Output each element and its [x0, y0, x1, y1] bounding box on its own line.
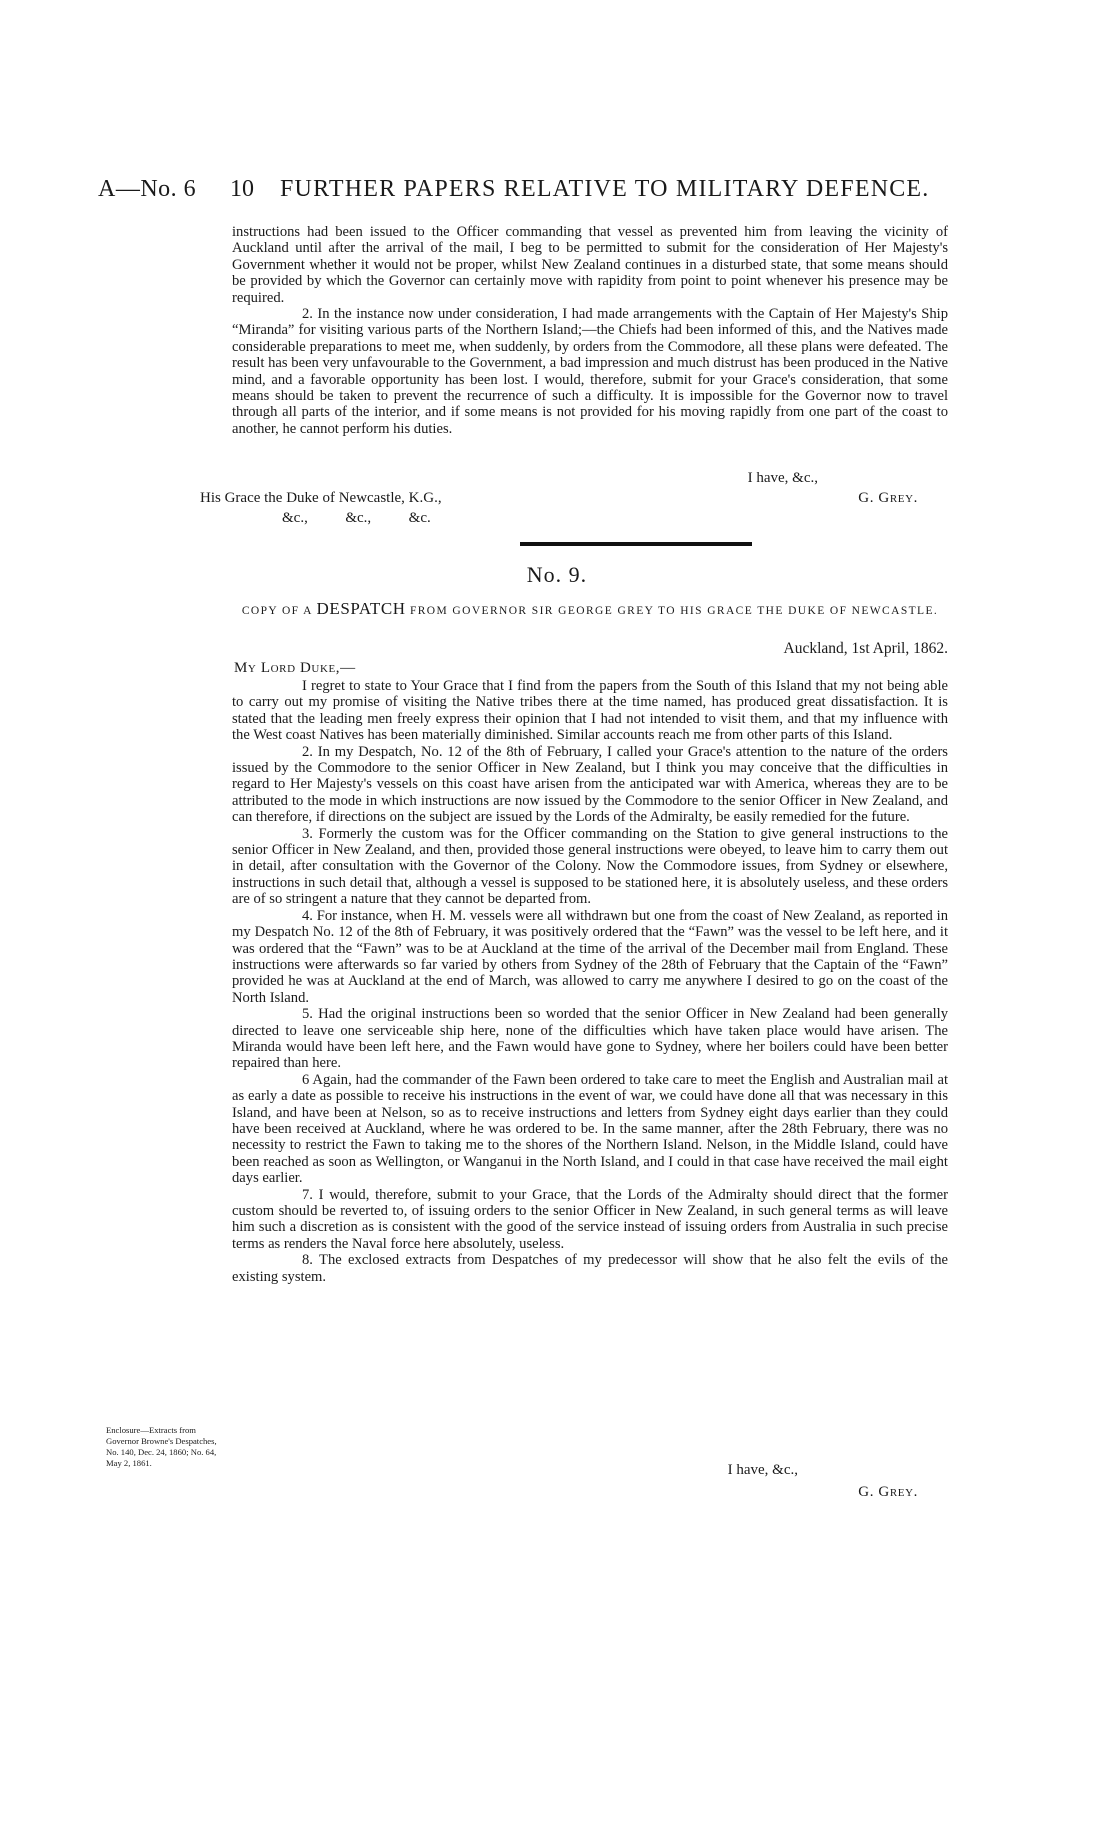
heading-prefix: COPY OF A [241, 605, 313, 617]
margin-note: Enclosure—Extracts from Governor Browne's Despatches, No. 140, Dec. 24, 1860; No. 64, May 2, 1861. [106, 1425, 217, 1468]
page-title: FURTHER PAPERS RELATIVE TO MILITARY DEFENCE. [280, 176, 930, 202]
addressee-row [200, 490, 948, 507]
document-reference: A—No. 6 [98, 176, 197, 202]
signature: G. Grey. [858, 490, 918, 506]
heading-suffix: FROM GOVERNOR SIR GEORGE GREY TO HIS GRACE THE DUKE OF NEWCASTLE. [409, 605, 939, 617]
page-number: 10 [230, 176, 254, 202]
closing-line: I have, &c., [727, 1462, 798, 1478]
section-divider [520, 542, 752, 546]
paragraph: 8. The exclosed extracts from Despatches of my predecessor will show that he also felt the evils of the existing system. [232, 1252, 948, 1285]
previous-despatch-text [232, 224, 948, 437]
paragraph: instructions had been issued to the Officer commanding that vessel as prevented him from leaving the vicinity of Auckland until after the arrival of the mail, I beg to be permitted to submit for the consideration of Her Majesty's Government whether it would not be proper, whilst New Zealand continues in a disturbed state, that some means should be provided by which the Governor can certainly move with rapidity from point to point whenever his presence may be required. [232, 224, 948, 306]
etc-line: &c., &c., &c. [282, 510, 431, 526]
dateline: Auckland, 1st April, 1862. [783, 640, 948, 657]
despatch-heading [232, 600, 948, 620]
salutation: My Lord Duke,— [234, 660, 356, 676]
heading-main: DESPATCH [316, 599, 406, 618]
paragraph: 5. Had the original instructions been so worded that the senior Officer in New Zealand had been generally directed to leave one serviceable ship here, none of the difficulties which have taken place would have arisen. The Miranda would have been left here, and the Fawn would have gone to Sydney, where her boilers could have been better repaired than here. [232, 1006, 948, 1072]
running-head [98, 176, 978, 208]
paragraph: I regret to state to Your Grace that I find from the papers from the South of this Island that my not being able to carry out my promise of visiting the Native tribes there at the time named, has produced great dissatisfaction. It is stated that the leading men freely express their opinion that I had not intended to visit them, and that my influence with the West coast Natives has been materially diminished. Similar accounts reach me from other parts of this Island. [232, 678, 948, 744]
paragraph: 2. In my Despatch, No. 12 of the 8th of February, I called your Grace's attention to the nature of the orders issued by the Commodore to the senior Officer in New Zealand, but I think you may conceive that the difficulties in regard to Her Majesty's vessels on this coast have arisen from the anticipated war with America, whereas they are to be attributed to the mode in which instructions are now issued by the Commodore to the senior Officer in New Zealand, and can therefore, if directions on the subject are issued by the Lords of the Admiralty, be easily remedied for the future. [232, 743, 948, 826]
despatch-number: No. 9. [526, 562, 588, 587]
paragraph: 2. In the instance now under consideration, I had made arrangements with the Captain of Her Majesty's Ship “Miranda” for visiting various parts of the Northern Island;—the Chiefs had been informed of this, and the Natives made considerable preparations to meet me, when suddenly, by orders from the Commodore, all these plans were defeated. The result has been very unfavourable to the Government, a bad impression and much distrust has been produced in the Native mind, and a favorable opportunity has been lost. I would, therefore, submit for your Grace's consideration, that some means should be taken to prevent the recurrence of such a difficulty. It is impossible for the Governor now to travel through all parts of the interior, and if some means is not provided for his moving rapidly from one part of the coast to another, he cannot perform his duties. [232, 306, 948, 437]
closing-line: I have, &c., [747, 470, 818, 486]
paragraph: 4. For instance, when H. M. vessels were all withdrawn but one from the coast of New Zealand, as reported in my Despatch No. 12 of the 8th of February, it was positively ordered that the “Fawn” was the vessel to be left here, and it was ordered that the “Fawn” was to be at Auckland at the time of the arrival of the December mail from England. These instructions were afterwards so far varied by others from Sydney of the 28th of February that the Captain of the “Fawn” provided he was at Auckland at the end of March, was allowed to carry me anywhere I desired to go on the coast of the North Island. [232, 907, 948, 1006]
despatch-body [232, 678, 948, 1285]
paragraph: 3. Formerly the custom was for the Officer commanding on the Station to give general instructions to the senior Officer in New Zealand, and then, provided those general instructions were obeyed, to leave him to carry them out in detail, after consultation with the Governor of the Colony. Now the Commodore issues, from Sydney or elsewhere, instructions in such detail that, although a vessel is supposed to be stationed here, it is absolutely useless, and these orders are of so stringent a nature that they cannot be departed from. [232, 825, 948, 908]
paragraph: 7. I would, therefore, submit to your Grace, that the Lords of the Admiralty should direct that the former custom should be reverted to, of issuing orders to the senior Officer in New Zealand, in such general terms as will leave him such a discretion as is consistent with the good of the service instead of issuing orders from Australia in such precise terms as renders the Naval force here absolutely, useless. [232, 1186, 948, 1252]
paragraph: 6 Again, had the commander of the Fawn been ordered to take care to meet the English and Australian mail at as early a date as possible to receive his instructions in the event of war, we could have done all that was necessary in this Island, and have been at Nelson, so as to receive instructions and letters from Sydney eight days earlier than they could have been received at Auckland, where he was ordered to be. In the same manner, after the 28th February, there was no necessity to restrict the Fawn to taking me to the shores of the Northern Island. Nelson, in the Middle Island, could have been reached as soon as Wellington, or Wanganui in the North Island, and I could in that case have received the mail eight days earlier. [232, 1071, 948, 1187]
addressee: His Grace the Duke of Newcastle, K.G., [200, 490, 442, 506]
signature: G. Grey. [858, 1484, 918, 1500]
